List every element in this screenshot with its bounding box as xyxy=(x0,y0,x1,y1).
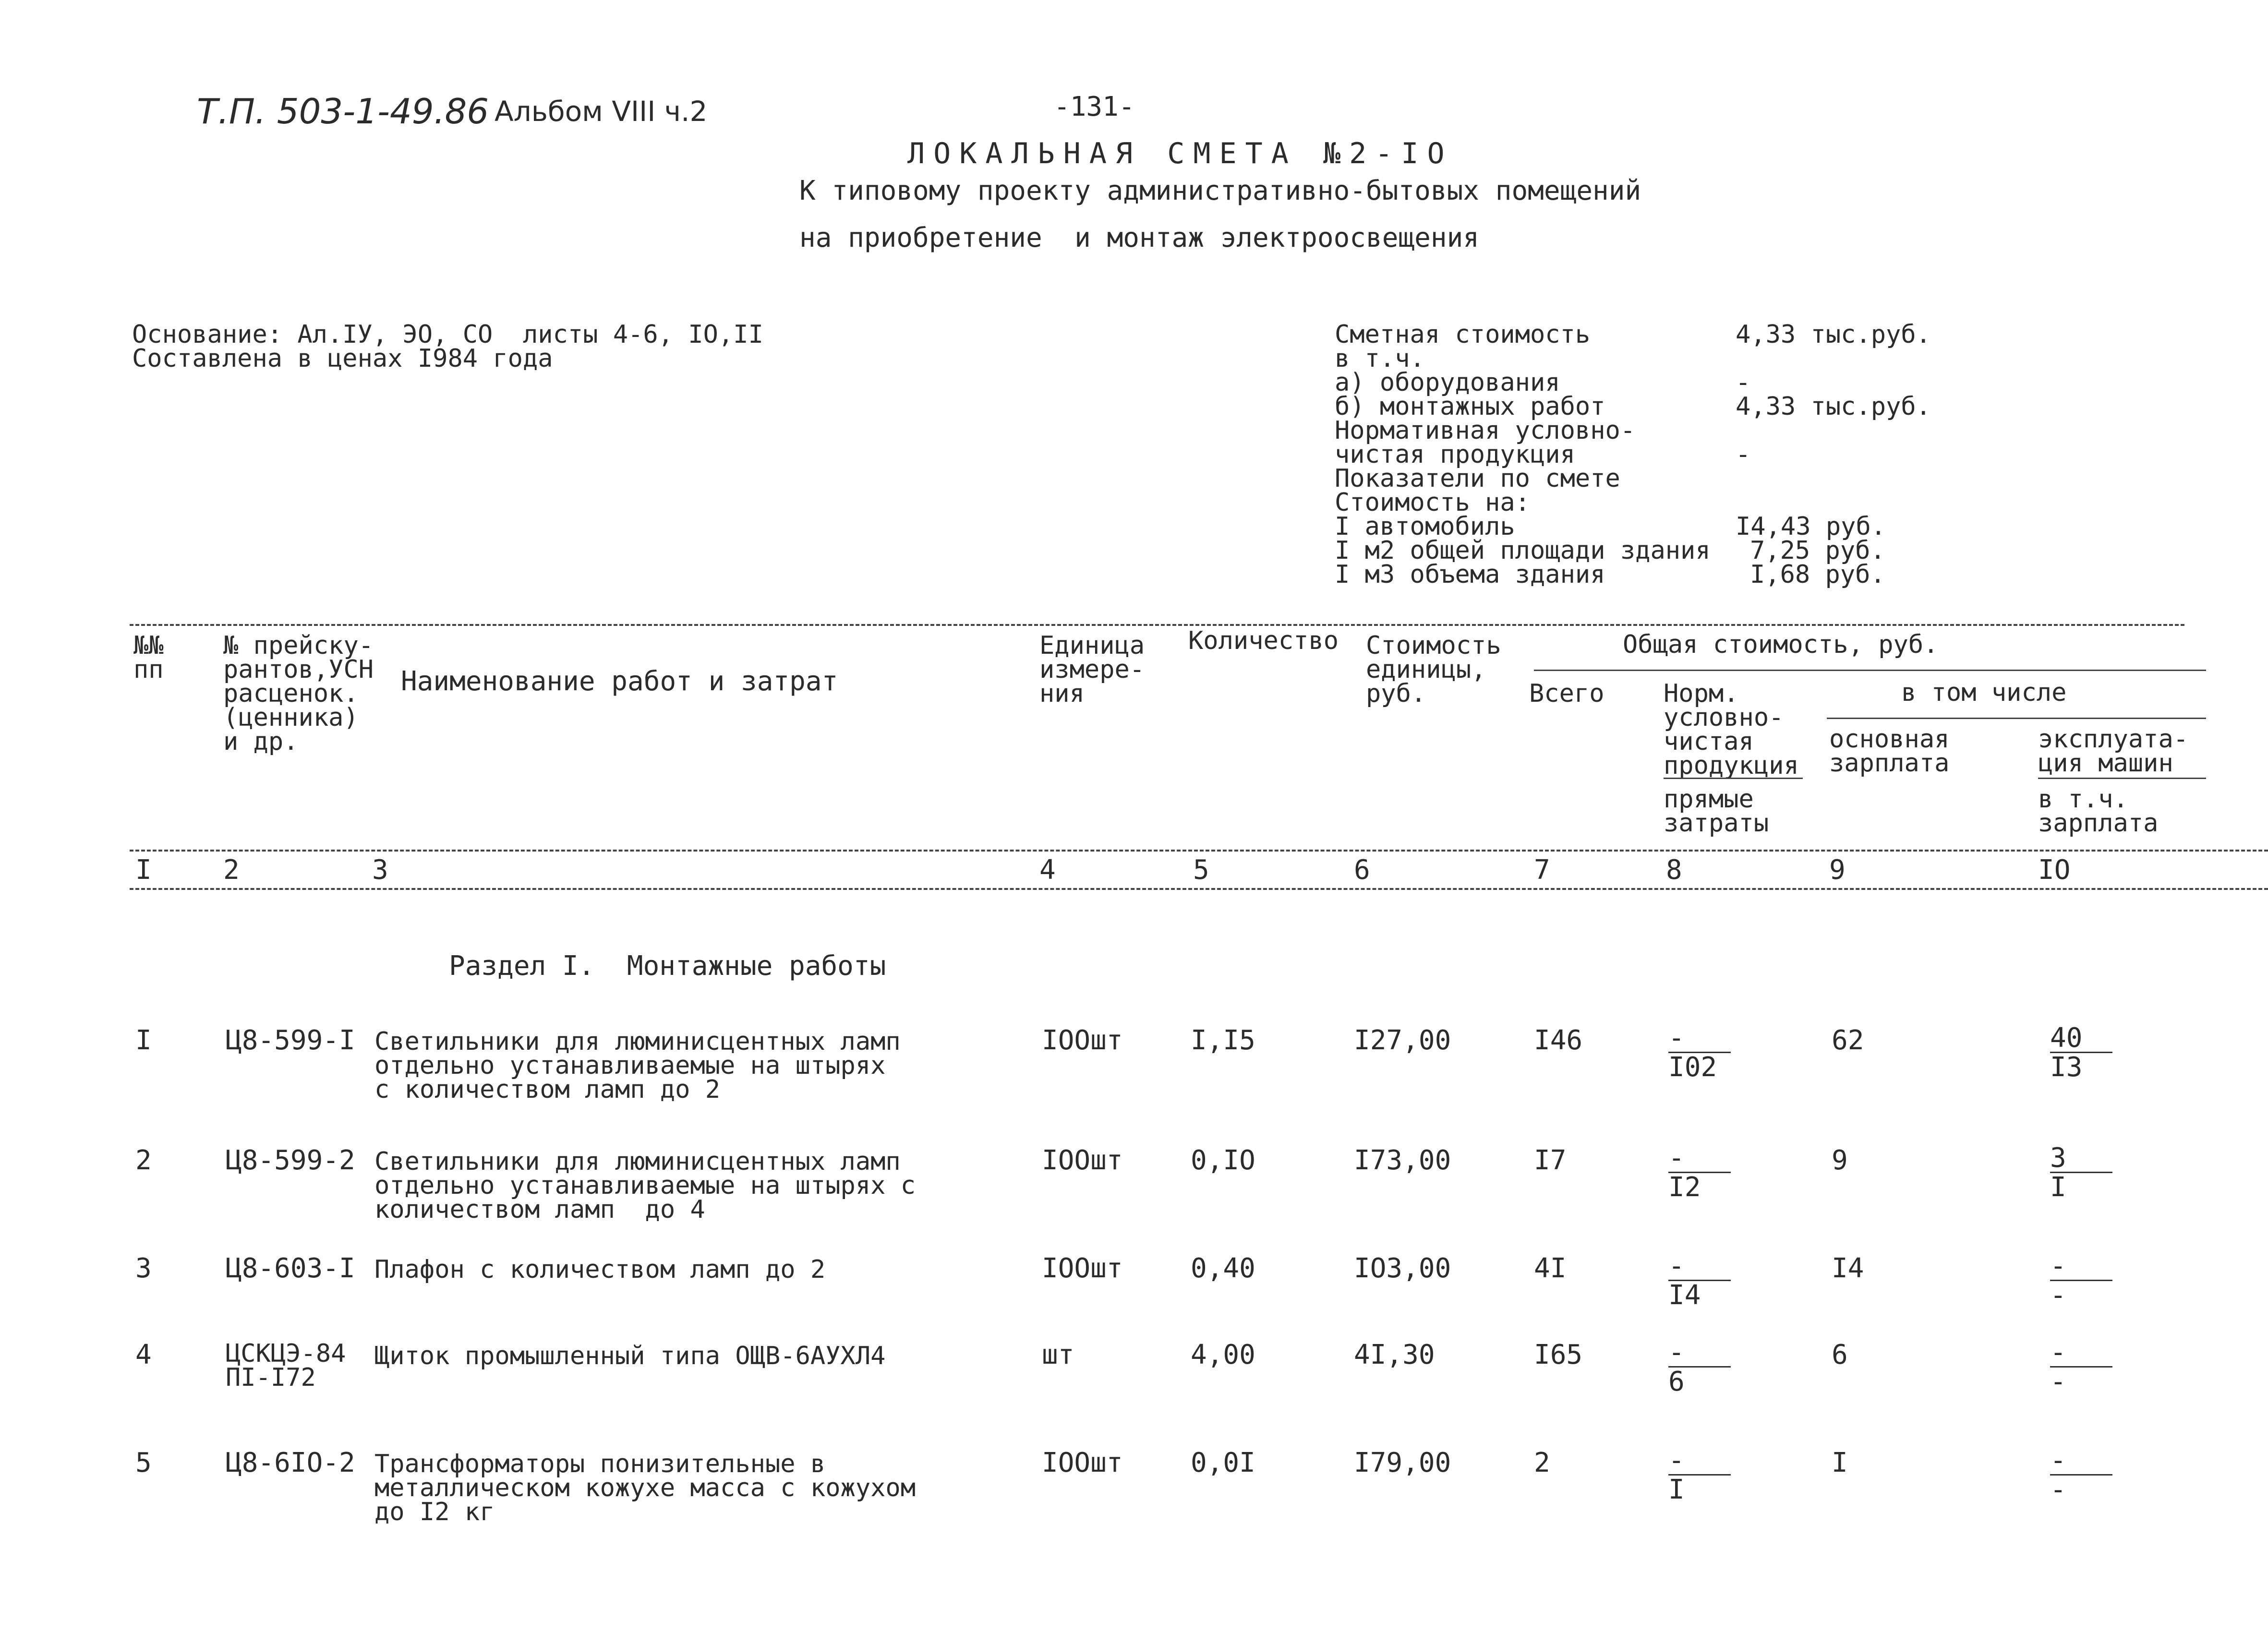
header-top-rule xyxy=(130,624,2184,626)
row-machines xyxy=(2050,1142,2122,1203)
row-unit: IOOшт xyxy=(1042,1145,1123,1176)
row-salary: 6 xyxy=(1832,1339,1848,1370)
row-name: Щиток промышленный типа ОЩВ-6АУХЛ4 xyxy=(374,1342,886,1370)
row-number: 2 xyxy=(135,1145,152,1176)
row-unit: IOOшт xyxy=(1042,1447,1123,1478)
col-header-total: Всего xyxy=(1529,679,1604,708)
row-unit-price: I79,00 xyxy=(1354,1447,1451,1478)
doc-code: Т.П. 503-1-49.86 xyxy=(197,91,489,132)
row-total: 4I xyxy=(1534,1253,1567,1284)
row-machines-bottom: - xyxy=(2050,1366,2066,1397)
row-machines-top: - xyxy=(2050,1337,2066,1368)
col-header-total-group: Общая стоимость, руб. xyxy=(1623,630,1939,659)
row-total: I7 xyxy=(1534,1145,1567,1176)
page-number: -131- xyxy=(1054,91,1135,122)
row-number: 4 xyxy=(135,1339,152,1370)
row-name: Плафон с количеством ламп до 2 xyxy=(374,1255,826,1284)
col-header-name: Наименование работ и затрат xyxy=(401,666,838,697)
row-code: ЦСКЦЭ-84 ПI-I72 xyxy=(226,1339,346,1392)
header-bottom-rule xyxy=(130,850,2268,852)
numbers-bottom-rule xyxy=(130,888,2268,890)
row-norm-top: - xyxy=(1668,1250,1685,1282)
row-norm-top: - xyxy=(1668,1142,1685,1174)
row-name: Светильники для люминисцентных ламп отдельно устанавливаемые на штырях с количеством ламп до 2 xyxy=(374,1027,901,1104)
row-norm xyxy=(1668,1337,1740,1397)
col-number-2: 2 xyxy=(223,854,240,886)
summary-incl-label: в т.ч. xyxy=(1335,344,1425,373)
summary-cost-value: 4,33 тыс.руб. xyxy=(1736,320,1931,349)
col-header-unit-price: Стоимость единицы, руб. xyxy=(1366,631,1501,708)
row-norm-bottom: I2 xyxy=(1668,1172,1701,1203)
row-quantity: 0,40 xyxy=(1191,1253,1255,1284)
row-unit-price: I73,00 xyxy=(1354,1145,1451,1176)
incl-group-rule xyxy=(1827,718,2206,719)
row-quantity: 0,IO xyxy=(1191,1145,1255,1176)
row-machines xyxy=(2050,1445,2122,1505)
col-header-number: №№ пп xyxy=(133,631,164,684)
row-unit-price: IO3,00 xyxy=(1354,1253,1451,1284)
row-salary: 9 xyxy=(1832,1145,1848,1176)
row-norm-top: - xyxy=(1668,1022,1685,1054)
summary-norm-value: - xyxy=(1736,440,1751,469)
col-number-6: 6 xyxy=(1354,854,1370,886)
summary-per-m2-label: I м2 общей площади здания xyxy=(1335,536,1711,565)
col-header-unit: Единица измере- ния xyxy=(1039,631,1145,708)
summary-per-m3-label: I м3 объема здания xyxy=(1335,560,1605,589)
row-code: Ц8-603-I xyxy=(226,1253,355,1284)
summary-per-car-value: I4,43 руб. xyxy=(1736,512,1886,541)
row-machines xyxy=(2050,1250,2122,1311)
row-code: Ц8-6IO-2 xyxy=(226,1447,355,1478)
summary-cost-per-label: Стоимость на: xyxy=(1335,488,1530,517)
col-header-direct-costs: прямые затраты xyxy=(1664,785,1769,838)
row-quantity: 0,0I xyxy=(1191,1447,1255,1478)
row-norm-bottom: I02 xyxy=(1668,1052,1717,1083)
summary-indicators-label: Показатели по смете xyxy=(1335,464,1620,493)
row-norm xyxy=(1668,1022,1740,1083)
row-norm-top: - xyxy=(1668,1337,1685,1368)
basis-line-2: Составлена в ценах I984 года xyxy=(132,344,553,373)
norm-rule xyxy=(1664,778,1803,779)
machines-rule xyxy=(2038,778,2206,779)
summary-per-m2-value: 7,25 руб. xyxy=(1750,536,1885,565)
row-machines-top: 40 xyxy=(2050,1022,2083,1054)
col-number-1: I xyxy=(135,854,152,886)
row-unit: IOOшт xyxy=(1042,1025,1123,1056)
row-machines xyxy=(2050,1022,2122,1083)
row-unit: шт xyxy=(1042,1339,1074,1370)
col-number-7: 7 xyxy=(1534,854,1550,886)
row-machines-bottom: I3 xyxy=(2050,1052,2083,1083)
row-salary: I xyxy=(1832,1447,1848,1478)
row-name: Светильники для люминисцентных ламп отдельно устанавливаемые на штырях с количеством ламп до 4 xyxy=(374,1147,916,1224)
summary-mount-label: б) монтажных работ xyxy=(1335,392,1605,421)
row-name: Трансформаторы понизительные в металлическом кожухе масса с кожухом до I2 кг xyxy=(374,1450,916,1526)
row-norm-top: - xyxy=(1668,1445,1685,1476)
total-group-rule xyxy=(1534,670,2206,671)
summary-equip-value: - xyxy=(1736,368,1751,397)
summary-cost-label: Сметная стоимость xyxy=(1335,320,1591,349)
row-machines-bottom: - xyxy=(2050,1280,2066,1311)
row-norm-bottom: 6 xyxy=(1668,1366,1685,1397)
page-title: ЛОКАЛЬНАЯ СМЕТА №2-IO xyxy=(907,137,1453,170)
row-unit: IOOшт xyxy=(1042,1253,1123,1284)
row-machines xyxy=(2050,1337,2122,1397)
summary-per-car-label: I автомобиль xyxy=(1335,512,1515,541)
row-quantity: I,I5 xyxy=(1191,1025,1255,1056)
col-header-machines: эксплуата- ция машин xyxy=(2038,725,2189,778)
row-machines-top: - xyxy=(2050,1250,2066,1282)
row-machines-bottom: - xyxy=(2050,1474,2066,1505)
col-header-norm: Норм. условно- чистая продукция xyxy=(1664,679,1799,780)
row-unit-price: 4I,30 xyxy=(1354,1339,1435,1370)
section-title: Раздел I. Монтажные работы xyxy=(449,950,886,982)
col-number-5: 5 xyxy=(1193,854,1209,886)
row-norm xyxy=(1668,1250,1740,1311)
row-code: Ц8-599-I xyxy=(226,1025,355,1056)
row-machines-bottom: I xyxy=(2050,1172,2066,1203)
row-norm xyxy=(1668,1142,1740,1203)
col-number-4: 4 xyxy=(1039,854,1056,886)
summary-norm-label-2: чистая продукция xyxy=(1335,440,1575,469)
col-number-3: 3 xyxy=(372,854,388,886)
album-label: Альбом VIII ч.2 xyxy=(495,95,708,128)
row-code: Ц8-599-2 xyxy=(226,1145,355,1176)
subtitle-line-2: на приобретение и монтаж электроосвещения xyxy=(799,222,1480,253)
col-header-machines-salary: в т.ч. зарплата xyxy=(2038,785,2159,838)
col-header-price-list: № прейску- рантов,УСН расценок. (ценника) и др. xyxy=(223,631,374,756)
row-norm xyxy=(1668,1445,1740,1505)
row-number: 5 xyxy=(135,1447,152,1478)
col-header-salary: основная зарплата xyxy=(1829,725,1950,778)
row-machines-top: 3 xyxy=(2050,1142,2066,1174)
row-total: I65 xyxy=(1534,1339,1583,1370)
row-salary: 62 xyxy=(1832,1025,1864,1056)
col-number-9: 9 xyxy=(1829,854,1846,886)
row-norm-bottom: I4 xyxy=(1668,1280,1701,1311)
summary-norm-label-1: Нормативная условно- xyxy=(1335,416,1636,445)
row-norm-bottom: I xyxy=(1668,1474,1685,1505)
subtitle-line-1: К типовому проекту административно-бытовых помещений xyxy=(799,175,1641,206)
row-total: I46 xyxy=(1534,1025,1583,1056)
col-header-incl-group: в том числе xyxy=(1901,678,2067,707)
row-number: 3 xyxy=(135,1253,152,1284)
summary-equip-label: а) оборудования xyxy=(1335,368,1560,397)
summary-mount-value: 4,33 тыс.руб. xyxy=(1736,392,1931,421)
row-number: I xyxy=(135,1025,152,1056)
col-number-10: IO xyxy=(2038,854,2071,886)
col-number-8: 8 xyxy=(1666,854,1682,886)
row-unit-price: I27,00 xyxy=(1354,1025,1451,1056)
col-header-quantity: Количество xyxy=(1188,626,1339,655)
summary-per-m3-value: I,68 руб. xyxy=(1750,560,1885,589)
row-total: 2 xyxy=(1534,1447,1550,1478)
basis-line-1: Основание: Ал.IУ, ЭО, СО листы 4-6, IO,II xyxy=(132,320,763,349)
row-salary: I4 xyxy=(1832,1253,1864,1284)
row-machines-top: - xyxy=(2050,1445,2066,1476)
row-quantity: 4,00 xyxy=(1191,1339,1255,1370)
